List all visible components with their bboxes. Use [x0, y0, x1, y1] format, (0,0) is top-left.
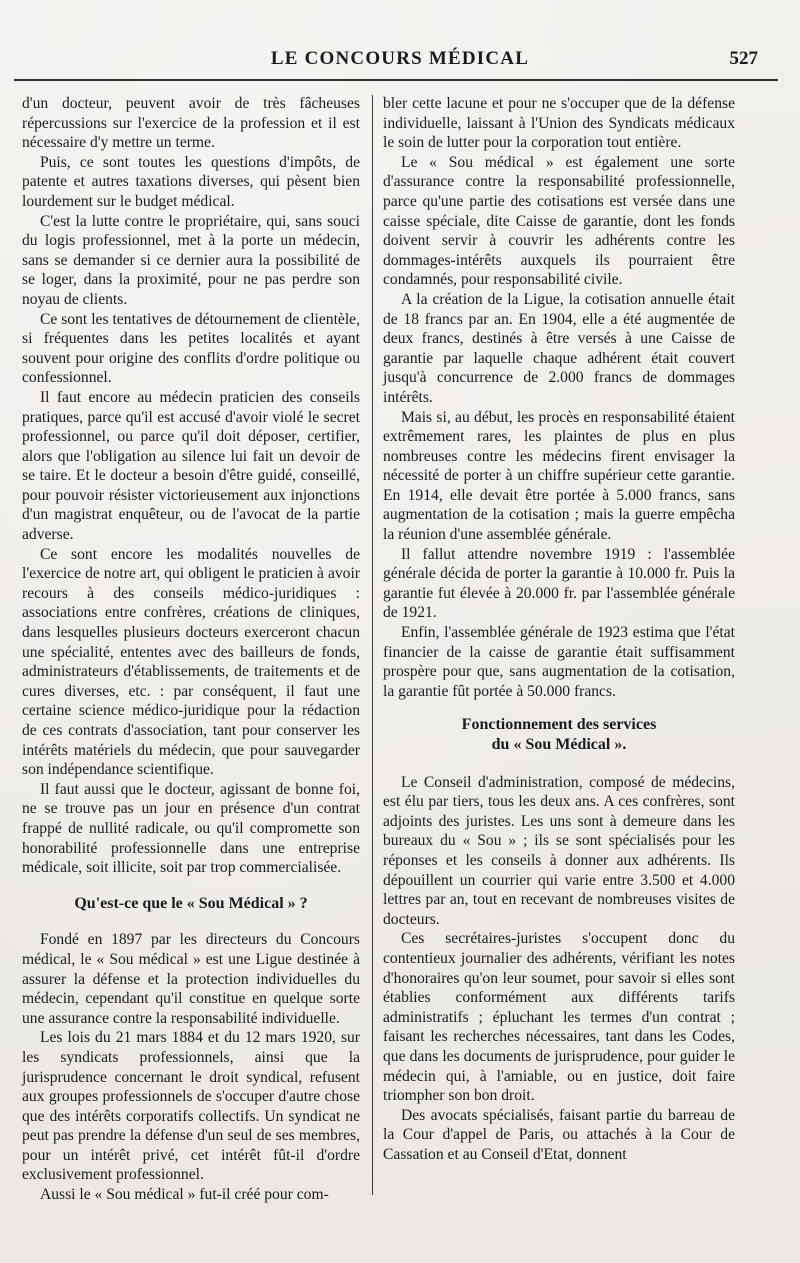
page-number: 527 [729, 48, 758, 69]
page-header [20, 46, 780, 74]
paragraph: Ce sont encore les modalités nouvelles de l'exercice de notre art, qui obligent le praticien à avoir recours à des conseils médico-juridiques : associations entre confrères, créations de cliniques, dans lesquelles plusieurs docteurs exerceront chacun une spécialité, ententes avec des bailleurs de fonds, administrateurs d'établissements, de traitements et de cures diverses, etc. : par conséquent, il faut une certaine science médico-juridique pour la rédaction de ces contrats d'association, tant pour conserver les intérêts matériels du médecin, que pour sauvegarder son indépendance scientifique. [22, 545, 360, 779]
heading-line-2: du « Sou Médical ». [491, 736, 627, 753]
paragraph: C'est la lutte contre le propriétaire, qui, sans souci du logis professionnel, met à la porte un médecin, sans se demander si ce dernier aura la possibilité de se loger, dans la proximité, pour ne pas perdre son noyau de clients. [22, 212, 360, 308]
right-column [383, 94, 735, 1164]
paragraph: Il faut aussi que le docteur, agissant de bonne foi, ne se trouve pas un jour en présence d'un contrat frappé de nullité radicale, ou qu'il compromette son honorabilité professionnelle dans une entreprise médicale, soit illicite, soit par trop commercialisée. [22, 780, 360, 877]
section-heading-fonctionnement [383, 715, 735, 754]
journal-title: LE CONCOURS MÉDICAL [270, 48, 530, 69]
paragraph: Il fallut attendre novembre 1919 : l'assemblée générale décida de porter la garantie à 10.000 fr. Puis la garantie fut élevée à 20.000 fr. par l'assemblée générale de 1921. [383, 545, 735, 622]
paragraph: Le « Sou médical » est également une sorte d'assurance contre la responsabilité professionnelle, parce qu'une partie des cotisations est versée dans une caisse spéciale, dite Caisse de garantie, dont les fonds doivent servir à couvrir les adhérents contre les dommages-intérêts auxquels ils pourraient être condamnés, pour responsabilité civile. [383, 153, 735, 289]
paragraph: Les lois du 21 mars 1884 et du 12 mars 1920, sur les syndicats professionnels, ainsi que la jurisprudence concernant le droit syndical, refusent aux groupes professionnels de s'occuper d'autre chose que des intérêts corporatifs collectifs. Un syndicat ne peut pas prendre la défense d'un seul de ses membres, pour un intérêt privé, cet intérêt fût-il d'ordre exclusivement professionnel. [22, 1029, 360, 1184]
column-divider [372, 95, 373, 1195]
paragraph: Mais si, au début, les procès en responsabilité étaient extrêmement rares, les plaintes de plus en plus nombreuses contre les médecins firent envisager la nécessité de porter à un chiffre supérieur cette garantie. En 1914, elle devait être portée à 5.000 francs, sans augmentation de la cotisation ; mais la guerre empêcha la réunion d'une assemblée générale. [383, 408, 735, 544]
section-heading-sou-medical: Qu'est-ce que le « Sou Médical » ? [74, 894, 308, 912]
paragraph: bler cette lacune et pour ne s'occuper que de la défense individuelle, laissant à l'Union des Syndicats médicaux le soin de lutter pour la corporation tout entière. [383, 95, 735, 152]
paragraph: d'un docteur, peuvent avoir de très fâcheuses répercussions sur l'exercice de la profession et il est nécessaire d'y mettre un terme. [22, 95, 360, 152]
paragraph: Ce sont les tentatives de détournement de clientèle, si fréquentes dans les petites localités et ayant souvent pour origine des conflits d'ordre politique ou confessionnel. [22, 310, 360, 387]
paragraph: Ces secrétaires-juristes s'occupent donc du contentieux journalier des adhérents, vérifiant les notes d'honoraires qu'on leur soumet, pour savoir si elles sont établies conformément aux différents tarifs administratifs ; épluchant les termes d'un contrat ; faisant les recherches nécessaires, tant dans les Codes, que dans les documents de jurisprudence, pour guider le médecin qui, à l'amiable, ou en justice, doit faire triompher son bon droit. [383, 930, 735, 1105]
left-column [22, 94, 360, 1205]
paragraph: Fondé en 1897 par les directeurs du Concours médical, le « Sou médical » est une Ligue destinée à assurer la défense et la protection individuelles du médecin, cependant qu'il constitue en quelque sorte une assurance contre la responsabilité individuelle. [22, 931, 360, 1027]
paragraph: Des avocats spécialisés, faisant partie du barreau de la Cour d'appel de Paris, ou attachés à la Cour de Cassation et au Conseil d'Etat, donnent [383, 1106, 735, 1163]
heading-line-1: Fonctionnement des services [461, 716, 657, 734]
header-rule [14, 79, 778, 81]
paragraph: Puis, ce sont toutes les questions d'impôts, de patente et autres taxations diverses, qui pèsent bien lourdement sur le budget médical. [22, 153, 360, 210]
paragraph: Il faut encore au médecin praticien des conseils pratiques, parce qu'il est accusé d'avoir violé le secret professionnel, ou parce qu'il doit déposer, certifier, alors que l'obligation au silence lui fait un devoir de se taire. Et le docteur a besoin d'être guidé, conseillé, pour pouvoir résister victorieusement aux injonctions d'un magistrat enquêteur, ou de l'avocat de la partie adverse. [22, 388, 360, 544]
paragraph: Aussi le « Sou médical » fut-il créé pour com- [39, 1186, 329, 1204]
paragraph: Enfin, l'assemblée générale de 1923 estima que l'état financier de la caisse de garantie était suffisamment prospère pour que, sans augmentation de la cotisation, la garantie fût portée à 50.000 francs. [383, 624, 735, 700]
paragraph: Le Conseil d'administration, composé de médecins, est élu par tiers, tous les deux ans. A ces confrères, sont adjoints des juristes. Les uns sont à demeure dans les bureaux du « Sou » ; ils se sont spécialisés pour les réponses et les conseils à donner aux adhérents. Ils dépouillent un courrier qui varie entre 3.500 et 4.000 lettres par an, tout en recevant de nombreuses visites de docteurs. [383, 773, 735, 928]
paragraph: A la création de la Ligue, la cotisation annuelle était de 18 francs par an. En 1904, elle a été augmentée de deux francs, destinés à être versés à une Caisse de garantie par laquelle chaque adhérent était couvert jusqu'à concurrence de 2.000 francs de dommages intérêts. [383, 290, 735, 406]
